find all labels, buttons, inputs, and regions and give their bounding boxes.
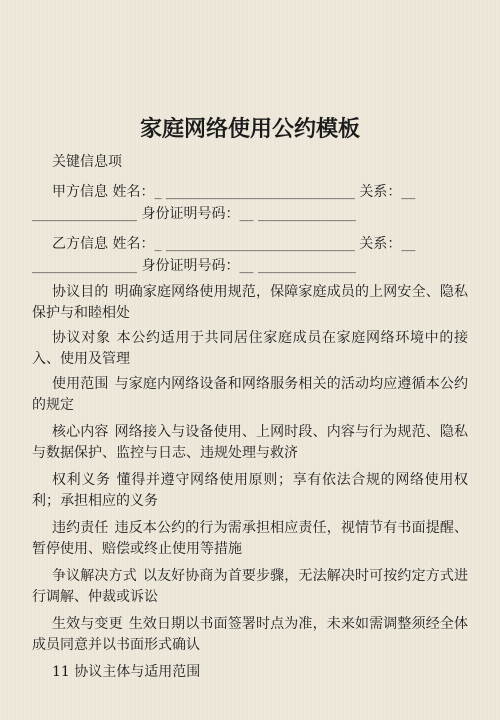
party-a-name-line: 甲方信息 姓名：_ ___________________________ 关系：__ — [52, 184, 416, 200]
section-heading: 关键信息项 — [52, 154, 122, 170]
clause-effective — [32, 614, 468, 656]
clause-head: 核心内容 — [52, 424, 109, 440]
clause-head: 权利义务 — [52, 472, 111, 488]
clause-rights — [32, 470, 468, 512]
clause-liability — [32, 518, 468, 560]
party-b-id-line: _______________ 身份证明号码：__ ______________ — [32, 258, 356, 274]
clause-head: 争议解决方式 — [52, 568, 137, 584]
clause-object — [32, 328, 468, 370]
clause-scope — [32, 374, 468, 416]
clause-core — [32, 422, 468, 464]
clause-head: 生效与变更 — [52, 616, 123, 632]
clause-body: 网络接入与设备使用、上网时段、内容与行为规范、隐私与数据保护、监控与日志、违规处理与救济 — [32, 424, 469, 461]
clause-head: 协议目的 — [52, 284, 109, 300]
clause-body: 懂得并遵守网络使用原则；享有依法合规的网络使用权利；承担相应的义务 — [32, 472, 469, 509]
party-b-name-line: 乙方信息 姓名：_ ___________________________ 关系：__ — [52, 236, 416, 252]
clause-purpose — [32, 282, 468, 324]
clause-body: 生效日期以书面签署时点为准，未来如需调整须经全体成员同意并以书面形式确认 — [32, 616, 469, 653]
clause-head: 使用范围 — [52, 376, 109, 392]
clause-body: 本公约适用于共同居住家庭成员在家庭网络环境中的接入、使用及管理 — [32, 330, 469, 367]
clause-head: 违约责任 — [52, 520, 109, 536]
clause-body: 违反本公约的行为需承担相应责任，视情节有书面提醒、暂停使用、赔偿或终止使用等措施 — [32, 520, 469, 557]
party-a-id-line: _______________ 身份证明号码：__ ______________ — [32, 206, 356, 222]
clause-dispute — [32, 566, 468, 608]
clause-body: 与家庭内网络设备和网络服务相关的活动均应遵循本公约的规定 — [32, 376, 469, 413]
clause-head: 协议对象 — [52, 330, 111, 346]
footer-heading: 11 协议主体与适用范围 — [52, 664, 201, 680]
clause-body: 以友好协商为首要步骤，无法解决时可按约定方式进行调解、仲裁或诉讼 — [32, 568, 469, 605]
clause-body: 明确家庭网络使用规范，保障家庭成员的上网安全、隐私保护与和睦相处 — [32, 284, 469, 321]
document-title: 家庭网络使用公约模板 — [139, 116, 360, 142]
